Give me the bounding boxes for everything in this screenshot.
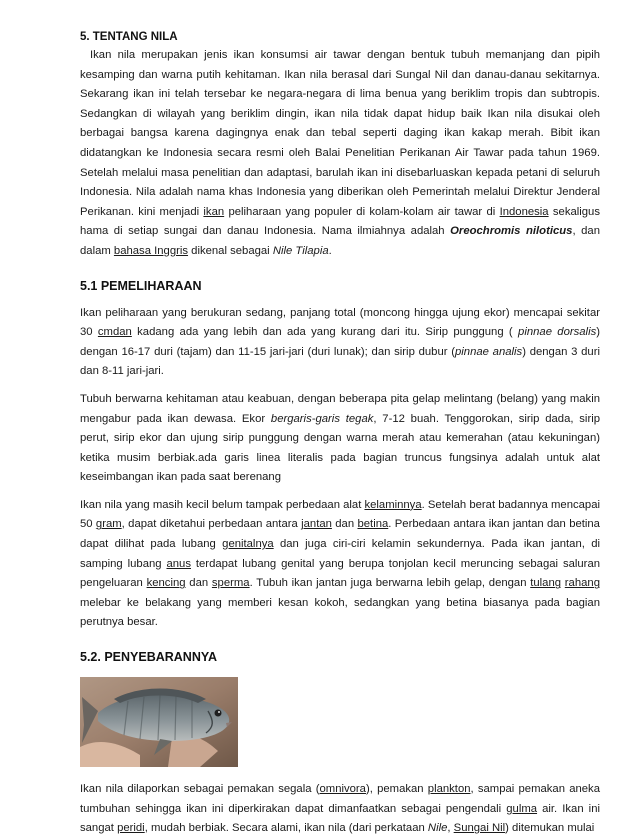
heading-penyebarannya: 5.2. PENYEBARANNYA (80, 650, 218, 665)
link-plankton[interactable]: plankton (427, 783, 471, 796)
link-peridi[interactable]: peridi (117, 822, 145, 835)
paragraph-tentang-nila: Ikan nila merupakan jenis ikan konsumsi air tawar dengan bentuk tubuh memanjang dan pipih kesamping dan warna putih kehitaman. Ikan nila berasal dari Sungal Nil dan danau-danau sekitarnya. Sekarang ikan ini telah tersebar ke negara-negara di lima benua yang beriklim tropis dan subtropis. Sedangkan di wilayah yang beriklim dingin, ikan nila tidak dapat hidup baik Ikan nila disukai oleh berbagai bangsa karena dagingnya enak dan tebal seperti daging ikan kakap merah. Bibit ikan didatangkan ke Indonesia secara resmi oleh Balai Penelitian Perikanan Air Tawar pada tahun 1969. Setelah melalui masa penelitian dan adaptasi, barulah ikan ini disebarluaskan kepada petani di seluruh Indonesia. Nila adalah nama khas Indonesia yang diberikan oleh Pemerintah melalui Direktur Jenderal Perikanan. kini menjadi ikan peliharaan yang populer di kolam-kolam air tawar di Indonesia sekaligus hama di setiap sungai dan danau Indonesia. Nama ilmiahnya adalah Oreochromis niloticus, dan dalam bahasa Inggris dikenal sebagai Nile Tilapia. (80, 49, 600, 257)
link-cmdan[interactable]: cmdan (97, 326, 132, 339)
paragraph-warna-tubuh: Tubuh berwarna kehitaman atau keabuan, dengan beberapa pita gelap melintang (belang) yang makin mengabur pada ikan dewasa. Ekor bergaris-garis tegak, 7-12 buah. Tenggorokan, sirip dada, sirip perut, sirip ekor dan ujung sirip punggung dengan warna merah atau kemerahan (atau kekuningan) ketika musim berbiak.ada garis linea literalis pada bagian truncus fungsinya adalah untuk alat keseimbangan ikan pada saat berenang (80, 392, 600, 484)
tilapia-photo (80, 677, 238, 767)
link-kencing[interactable]: kencing (146, 577, 186, 590)
link-rahang[interactable]: rahang (564, 577, 600, 590)
link-betina[interactable]: betina (357, 518, 389, 531)
link-ikan[interactable]: ikan (203, 205, 225, 218)
link-gram[interactable]: gram (95, 518, 122, 531)
link-sperma[interactable]: sperma (211, 577, 250, 590)
heading-pemeliharaan: 5.1 PEMELIHARAAN (80, 278, 202, 293)
heading-tentang-nila: 5. TENTANG NILA (80, 31, 178, 43)
link-anus[interactable]: anus (166, 557, 191, 570)
link-kelaminnya[interactable]: kelaminnya (364, 498, 422, 511)
link-genitalnya[interactable]: genitalnya (222, 538, 274, 551)
link-tulang[interactable]: tulang (530, 577, 562, 590)
link-jantan[interactable]: jantan (301, 518, 332, 531)
link-indonesia[interactable]: Indonesia (499, 205, 549, 218)
link-bahasa-inggris[interactable]: bahasa Inggris (113, 244, 189, 257)
link-gulma[interactable]: gulma (506, 802, 538, 815)
paragraph-jenis-kelamin: Ikan nila yang masih kecil belum tampak perbedaan alat kelaminnya. Setelah berat badannya mencapai 50 gram, dapat diketahui perbedaan antara jantan dan betina. Perbedaan antara ikan jantan dan betina dapat dilihat pada lubang genitalnya dan juga ciri-ciri kelamin sekundernya. Pada ikan jantan, di samping lubang anus terdapat lubang genital yang berupa tonjolan kecil meruncing sebagai saluran pengeluaran kencing dan sperma. Tubuh ikan jantan juga berwarna lebih gelap, dengan tulang rahang melebar ke belakang yang memberi kesan kokoh, sedangkan yang betina biasanya pada bagian perutnya besar. (80, 498, 601, 629)
link-omnivora[interactable]: omnivora (319, 783, 366, 796)
paragraph-penyebaran: Ikan nila dilaporkan sebagai pemakan segala (omnivora), pemakan plankton, sampai pemakan aneka tumbuhan sehingga ikan ini diperkirakan dapat dimanfaatkan sebagai pengendali gulma air. Ikan ini sangat peridi, mudah berbiak. Secara alami, ikan nila (dari perkataan Nile, Sungai Nil) ditemukan mulai (80, 783, 600, 835)
paragraph-ukuran-sirip: Ikan peliharaan yang berukuran sedang, panjang total (moncong hingga ujung ekor) mencapai sekitar 30 cmdan kadang ada yang lebih dan ada yang kurang dari itu. Sirip punggung ( pinnae dorsalis) dengan 16-17 duri (tajam) dan 11-15 jari-jari (duri lunak); dan sirip dubur (pinnae analis) dengan 3 duri dan 8-11 jari-jari. (80, 306, 600, 378)
link-sungai-nil[interactable]: Sungai Nil (453, 822, 506, 835)
document-content (80, 30, 600, 839)
